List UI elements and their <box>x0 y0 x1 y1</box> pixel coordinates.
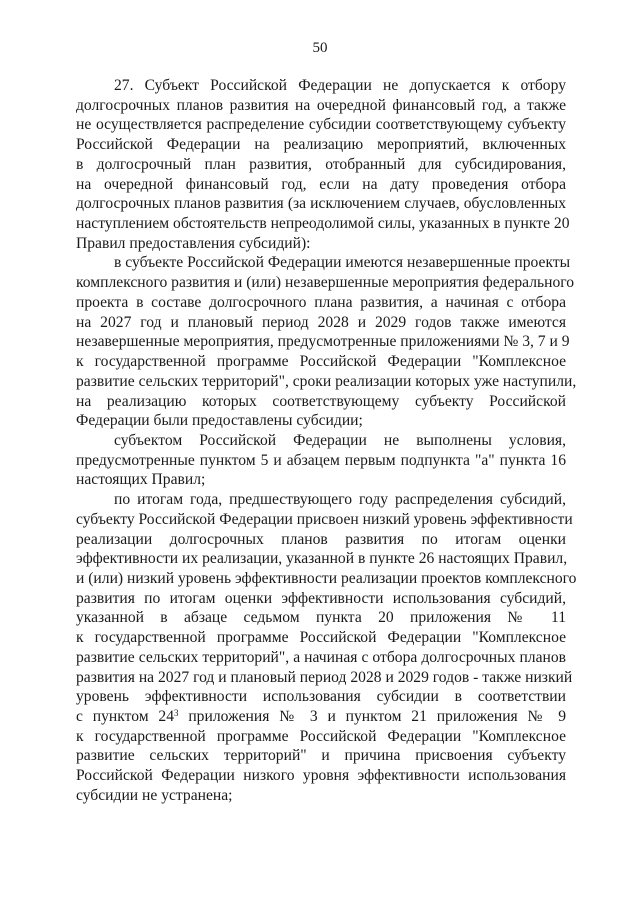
text-line <box>76 411 566 431</box>
text-line <box>76 608 566 628</box>
text-line-continuation: приложения № 3 и пунктом 21 приложения № 9 <box>178 708 566 725</box>
text-line-content: в долгосрочный план развития, отобранный для субсидирования, <box>76 155 566 173</box>
text-line <box>76 766 566 786</box>
page-number: 50 <box>312 40 328 56</box>
text-line-content: на очередной финансовый год, если на дату проведения отбора <box>76 175 566 193</box>
text-line-content: уровень эффективности использования субсидии в соответствии <box>76 688 566 706</box>
text-line-content: на 2027 год и плановый период 2028 и 2029 годов также имеются <box>76 313 566 331</box>
text-line <box>76 530 566 550</box>
text-line <box>76 628 566 648</box>
text-line-content: субъектом Российской Федерации не выполнены условия, <box>114 431 566 449</box>
text-line <box>76 727 566 747</box>
text-line <box>76 194 566 214</box>
text-line <box>76 96 566 116</box>
text-line-content: субъекту Российской Федерации присвоен низкий уровень эффективности <box>76 510 573 528</box>
text-line <box>76 115 566 135</box>
text-line <box>76 569 577 589</box>
text-line <box>76 668 573 688</box>
body-text <box>76 76 577 806</box>
text-line <box>76 490 566 510</box>
text-line <box>76 135 566 155</box>
text-line <box>76 648 566 668</box>
text-line <box>76 76 566 96</box>
text-line-content: незавершенные мероприятия, предусмотренные приложениями № 3, 7 и 9 <box>76 333 570 351</box>
text-line-content: Российской Федерации на реализацию мероприятий, включенных <box>76 136 566 154</box>
text-line <box>76 549 566 569</box>
text-line-content: реализации долгосрочных планов развития по итогам оценки <box>76 530 566 548</box>
text-line-content: в субъекте Российской Федерации имеются незавершенные проекты <box>114 254 571 272</box>
text-line-content: не осуществляется распределение субсидии соответствующему субъекту <box>76 116 566 134</box>
text-line-content: наступлением обстоятельств непреодолимой силы, указанных в пункте 20 <box>76 215 570 233</box>
text-line-content: и (или) низкий уровень эффективности реализации проектов комплексного <box>76 569 577 587</box>
text-line-content: указанной в абзаце седьмом пункта 20 приложения № 11 <box>76 609 566 627</box>
text-line-content: развития по итогам оценки эффективности использования субсидий, <box>76 589 566 607</box>
text-line <box>76 451 566 471</box>
text-line-content: проекта в составе долгосрочного плана развития, а начиная с отбора <box>76 293 566 311</box>
text-line-content: развития на 2027 год и плановый период 2028 и 2029 годов - также низкий <box>76 668 573 686</box>
text-line <box>76 332 570 352</box>
text-line <box>76 313 566 333</box>
text-line-content: долгосрочных планов развития (за исключением случаев, обусловленных <box>76 195 566 213</box>
text-line-content: Правил предоставления субсидий): <box>76 234 311 252</box>
text-line-content: к государственной программе Российской Федерации "Комплексное <box>76 629 566 647</box>
text-line-content: к государственной программе Российской Федерации "Комплексное <box>76 353 566 371</box>
text-line-content: развитие сельских территорий", а начиная с отбора долгосрочных планов <box>76 648 566 666</box>
text-line-content: предусмотренные пунктом 5 и абзацем первым подпункта "а" пункта 16 <box>76 451 566 469</box>
text-line <box>76 687 566 707</box>
text-line <box>76 510 573 530</box>
text-line <box>76 234 566 254</box>
text-line-content: эффективности их реализации, указанной в пункте 26 настоящих Правил, <box>76 550 568 568</box>
text-line-content: настоящих Правил; <box>76 471 206 489</box>
text-line <box>76 372 577 392</box>
text-line-content: комплексного развития и (или) незавершенные мероприятия федерального <box>76 274 575 292</box>
text-line <box>76 175 566 195</box>
text-line <box>76 707 566 727</box>
text-line-content: долгосрочных планов развития на очередной финансовый год, а также <box>76 96 566 114</box>
text-line-content: по итогам года, предшествующего году распределения субсидий, <box>114 491 566 509</box>
text-line <box>76 253 571 273</box>
text-line-content: развитие сельских территорий", сроки реализации которых уже наступили, <box>76 372 577 390</box>
text-line-content: развитие сельских территорий" и причина присвоения субъекту <box>76 747 566 765</box>
text-line <box>76 352 566 372</box>
text-line <box>76 155 566 175</box>
text-line-content: на реализацию которых соответствующему субъекту Российской <box>76 392 566 410</box>
text-line <box>76 470 566 490</box>
text-line <box>76 273 575 293</box>
text-line-content: Российской Федерации низкого уровня эффективности использования <box>76 767 566 785</box>
text-line <box>76 589 566 609</box>
text-line-content: к государственной программе Российской Федерации "Комплексное <box>76 727 566 745</box>
text-line <box>76 214 570 234</box>
text-line-content: с пунктом 24 <box>76 708 175 725</box>
text-line <box>76 746 566 766</box>
text-line <box>76 786 566 806</box>
text-line <box>76 431 566 451</box>
text-line-content: субсидии не устранена; <box>76 786 233 804</box>
text-line <box>76 293 566 313</box>
superscript: 3 <box>174 708 179 718</box>
text-line <box>76 392 566 412</box>
text-line-content: 27. Субъект Российской Федерации не допускается к отбору <box>114 77 566 94</box>
text-line-content: Федерации были предоставлены субсидии; <box>76 412 363 430</box>
